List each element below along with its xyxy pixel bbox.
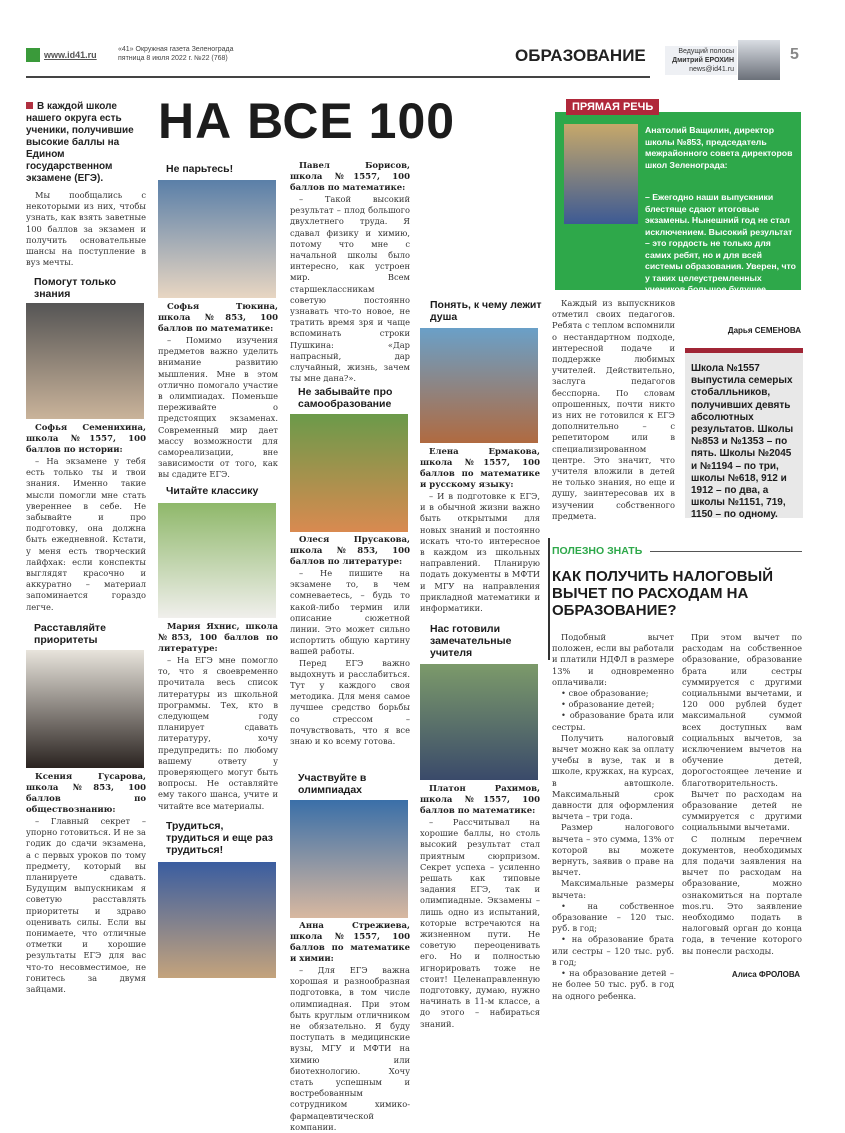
kicker-rule: [650, 551, 802, 552]
student-photo: [26, 303, 144, 419]
lead-text: В каждой школе нашего округа есть ученики, получившие высокие баллы на Едином государственном экзамене (ЕГЭ).: [26, 101, 134, 184]
student-name: Софья Тюкина, школа №853, 100 баллов по математике:: [158, 302, 278, 334]
teachers-paragraph: [552, 298, 675, 538]
editor-label: Ведущий полосы: [678, 48, 734, 55]
speaker-name: Анатолий Ващилин, директор школы №853, председатель межрайонного совета директоров школ Зеленограда:: [645, 125, 793, 170]
student-name: Мария Яхнис, школа №853, 100 баллов по литературе:: [158, 622, 278, 654]
intro-text: Мы пообщались с некоторыми из них, чтобы узнать, как взять заветные 100 баллов за экзамен и получить основательные шансы на поступление в вуз мечты.: [26, 190, 146, 268]
tax-paragraph: Подобный вычет положен, если вы работали и платили НДФЛ в размере 13% и одновременно оплачивали:: [552, 632, 674, 687]
student-quote: [420, 784, 540, 1029]
tax-bullet: • на собственное образование – 120 тыс. руб. в год;: [552, 900, 674, 934]
student-quote: [158, 622, 278, 812]
director-photo: [564, 124, 638, 224]
tax-paragraph: Получить налоговый вычет можно как за оплату учебы в вузе, так и в школе, кружках, на курсах, в автошколе. Максимальный срок давности для оформления вычета – три года.: [552, 732, 674, 822]
stats-text: Школа №1557 выпустила семерых стобалльников, получивших девять абсолютных результатов. Школы №853 и №1353 – по пять. Школы №2045 и №1194 – по три, школы №618, 912 и 1912 – по два, а школы №1151, 719, 1150 – по одному.: [691, 363, 794, 521]
student-photo: [290, 800, 408, 918]
page-number: 5: [790, 46, 799, 63]
subhead: Не забывайте про самообразование: [298, 386, 393, 410]
editor-email[interactable]: news@id41.ru: [689, 66, 734, 73]
student-name: Анна Стрежиева, школа №1557, 100 баллов по математике и химии:: [290, 921, 410, 964]
header-rule: [26, 76, 650, 78]
student-photo: [26, 650, 144, 768]
subhead: Не парьтесь!: [166, 163, 234, 175]
divider: [548, 538, 550, 660]
teachers-text: Каждый из выпускников отметил своих педагогов. Ребята с теплом вспомнили о нестандартном подходе, интересной подаче и поддержке любимых учителей. Действительно, заслуга педагогов бесспорна. По словам опрошенных, почти никто из них не готовился к ЕГЭ дополнительно – с репетитором или в специализированном центре. Это значит, что учителя вложили в детей не только знания, но еще и душу, заинтересовав их в изучении собственного предмета.: [552, 298, 675, 521]
student-quote: [290, 535, 410, 747]
student-name: Ксения Гусарова, школа №853, 100 баллов по обществознанию:: [26, 772, 146, 815]
student-quote: [420, 447, 540, 614]
subhead: Расставляйте приоритеты: [34, 622, 106, 646]
section-title: ОБРАЗОВАНИЕ: [515, 46, 646, 65]
intro: [26, 190, 146, 268]
director-quote: [645, 192, 797, 294]
student-quote: [26, 423, 146, 613]
student-name: Платон Рахимов, школа №1557, 100 баллов по математике:: [420, 784, 540, 816]
quote-text: – Такой высокий результат – плод большого двухлетнего труда. Я сдавал физику и химию, потому что мне с начальной школы было интересно, как устроен мир. Всем старшеклассникам советую постоянно узнавать что-то новое, не тратить время зря и чаще вспоминать строки Пушкина: «Дар напрасный, дар случайный, жизнь, зачем ты мне дана?».: [290, 194, 410, 384]
direct-speech-tag: ПРЯМАЯ РЕЧЬ: [566, 99, 659, 115]
tax-bullet: • образование брата или сестры.: [552, 710, 674, 732]
tax-paragraph: При этом вычет по расходам на собственное образование, образование брата или сестры суммируется с другими социальными вычетами, и 120 000 рублей будет максимальной суммой всех доступных вам социальных вычетов, за исключением вычетов на обучение детей, дорогостоящее лечение и благотворительность.: [682, 632, 802, 788]
tax-paragraph: Максимальные размеры вычета:: [552, 878, 674, 900]
paper-info: [118, 45, 234, 63]
student-quote: [290, 921, 410, 1132]
subhead: Трудиться, трудиться и еще раз трудиться!: [166, 820, 274, 856]
subhead: Понять, к чему лежит душа: [430, 299, 542, 323]
tax-paragraph: Размер налогового вычета – это сумма, 13% от которой вы можете вернуть, заявив о праве на вычет.: [552, 822, 674, 878]
article-title: НА ВСЕ 100: [158, 93, 456, 149]
student-photo: [158, 503, 276, 618]
quote-text: – На ЕГЭ мне помогло то, что я своевременно прочитала весь список литературы из школьной программы. Тех, кто в следующем году планирует сдавать литературу, хочу предупредить: по любому вашему ответу у проверяющего могут быть вопросы. Не оставляйте ему такого шанса, учите и читайте все материалы.: [158, 655, 278, 811]
student-photo: [420, 664, 538, 780]
lead-paragraph: [26, 101, 146, 185]
editor-photo: [738, 40, 780, 80]
bullet-square-icon: [26, 102, 33, 109]
author-signature: Дарья СЕМЕНОВА: [727, 326, 801, 335]
kicker: ПОЛЕЗНО ЗНАТЬ: [552, 545, 643, 557]
student-photo: [420, 328, 538, 443]
subhead: Читайте классику: [166, 485, 259, 497]
quote-text: – На экзамене у тебя есть только ты и твои знания. Именно такие мысли помогли мне стать увереннее в себе. Не забывайте и про подготовку, она должна быть ежедневной. Кстати, у меня есть творческий лайфхак: если конспекты выглядят красочно и аккуратно – материал запоминается гораздо легче.: [26, 456, 146, 612]
quote-text: Перед ЕГЭ важно выдохнуть и расслабиться. Тут у каждого своя методика. Для меня самое лучшее средство борьбы со стрессом – почувствовать, что я все знаю и ко всему готова.: [290, 657, 410, 747]
site-link[interactable]: www.id41.ru: [44, 50, 97, 60]
quote-text: – Помимо изучения предметов важно уделить внимание развитию мышления. Мне в этом отлично помогало участие в олимпиадах. Поменьше переживайте о предстоящих экзаменах. Современный мир дает массу возможности для самореализации, вне зависимости от того, как вы сдадите ЕГЭ.: [158, 335, 278, 480]
issue-date: пятница 8 июля 2022 г. №22 (768): [118, 55, 228, 62]
tax-title: КАК ПОЛУЧИТЬ НАЛОГОВЫЙ ВЫЧЕТ ПО РАСХОДАМ НА ОБРАЗОВАНИЕ?: [552, 568, 773, 619]
tax-bullet: • образование детей;: [561, 699, 655, 710]
quote-text: – Для ЕГЭ важна хорошая и разнообразная подготовка, в том числе олимпиадная. При этом быть круглым отличником не обязательно. Я буду поступать в медицинские вузы, МГУ и МФТИ на химию или биотехнологию. Хочу стать успешным и востребованным сотрудником химико-фармацевтической компании.: [290, 965, 410, 1132]
subhead: Помогут только знания: [34, 276, 117, 300]
quote-text: – Рассчитывал на хорошие баллы, но столь высокий результат стал приятным сюрпризом. Секрет успеха – усиленно решать как типовые задания ЕГЭ, так и олимпиадные. Экзамены – лишь одно из испытаний, которые встречаются на жизненном пути. Не советую переоценивать его. Но и полностью игнорировать тоже не стоит! Целенаправленную подготовку, думаю, нужно начинать в 11-м классе, а до этого – набираться знаний.: [420, 817, 540, 1029]
editor-name: Дмитрий ЕРОХИН: [672, 57, 734, 64]
student-name: Олеся Прусакова, школа №853, 100 баллов по литературе:: [290, 535, 410, 567]
editor-info: [665, 46, 737, 75]
author-signature: Алиса ФРОЛОВА: [731, 970, 800, 979]
student-quote: [290, 161, 410, 384]
student-quote: [158, 302, 278, 481]
subhead: Участвуйте в олимпиадах: [298, 772, 367, 796]
logo-icon: [26, 48, 40, 62]
quote-text: – Главный секрет – упорно готовиться. И не за годик до сдачи экзамена, а с первых уроков по тому предмету, который вы планируете сдавать. Будущим выпускникам я советую расставлять приоритеты и здраво оценивать силы. Если вы понимаете, что отличные отметки и хорошие результаты ЕГЭ для вас что-то несовместимое, не гонитесь за двумя зайцами.: [26, 816, 146, 995]
student-name: Павел Борисов, школа №1557, 100 баллов по математике:: [290, 161, 410, 193]
quote-text: – Ежегодно наши выпускники блестяще сдают итоговые экзамены. Нынешний год не стал исключением. Высокий результат – это гордость не только для самих ребят, но и для всей системы образования. Уверен, что у таких целеустремленных учеников большое будущее.: [645, 192, 796, 294]
tax-paragraph: Вычет по расходам на образование детей не суммируется с другими социальными вычетами.: [682, 788, 802, 833]
student-photo: [158, 180, 276, 298]
quote-text: – Не пишите на экзамене то, в чем сомневаетесь, – будь то какой-либо термин или описание сюжетной линии. Это может сильно испортить общую картину вашей работы.: [290, 568, 410, 657]
tax-column-2: [682, 632, 802, 962]
tax-bullet: • на образование брата или сестры – 120 тыс. руб. в год;: [552, 934, 674, 967]
student-name: Елена Ермакова, школа №1557, 100 баллов по математике и русскому языку:: [420, 447, 540, 490]
tax-bullet: • на образование детей – не более 50 тыс. руб. в год на одного ребенка.: [552, 968, 674, 1001]
paper-name: «41» Окружная газета Зеленограда: [118, 46, 234, 53]
tax-column-1: [552, 632, 674, 1001]
student-name: Софья Семенихина, школа №1557, 100 баллов по истории:: [26, 423, 146, 455]
tax-bullet: • свое образование;: [561, 688, 649, 699]
student-quote: [26, 772, 146, 995]
student-photo: [290, 414, 408, 532]
student-photo: [158, 862, 276, 978]
subhead: Нас готовили замечательные учителя: [430, 623, 512, 659]
quote-text: – И в подготовке к ЕГЭ, и в обычной жизни важно быть открытыми для новых знаний и постоянно искать что-то интересное в каждом из школьных направлений. Планирую подать документы в МФТИ и МГУ на направления прикладной математики и информатики.: [420, 491, 540, 614]
stats-box: [685, 348, 803, 521]
tax-paragraph: С полным перечнем документов, необходимых для подачи заявления на вычет по расходам на образование, можно ознакомиться на портале mos.ru. Это заявление необходимо подать в налоговый орган до конца года, в течение которого вы понесли расходы.: [682, 833, 802, 956]
